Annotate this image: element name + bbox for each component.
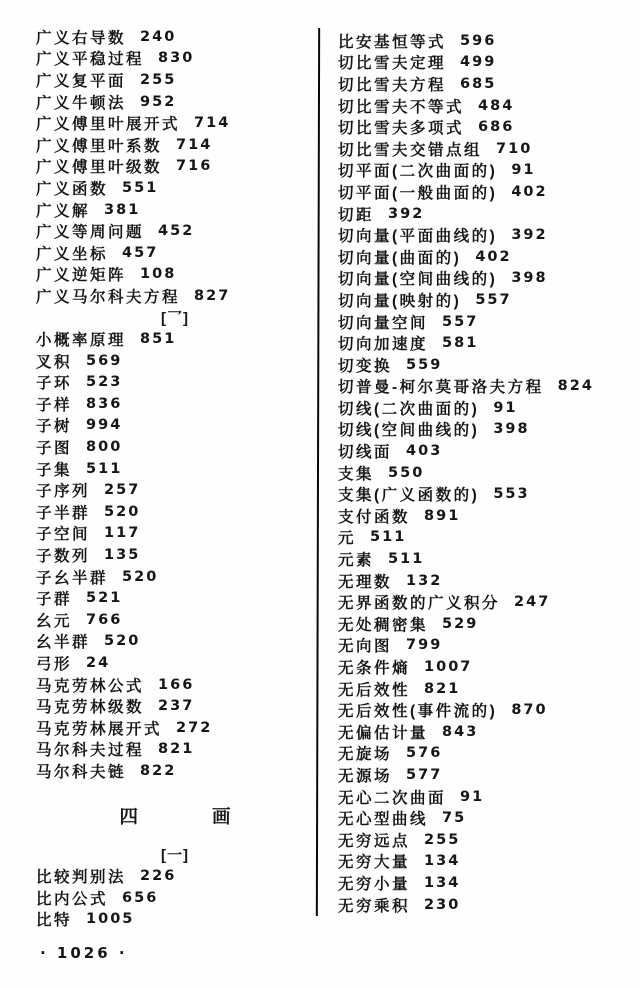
entry-term: 切距 [338,206,375,224]
index-entry [338,203,632,225]
entry-page-number: 714 [194,115,231,132]
entry-page-number: 843 [442,723,479,740]
entry-term: 子图 [36,440,73,458]
entry-page-number: 402 [511,183,548,200]
entry-term: 切比雪夫方程 [338,76,447,94]
entry-term: 切向量(平面曲线的) [338,228,498,246]
entry-page-number: 656 [122,889,159,906]
entry-term: 切变换 [338,357,393,375]
entry-term: 无源场 [338,767,393,785]
index-entry [36,350,314,372]
entry-term: 切向量空间 [338,314,429,332]
index-entry [338,419,632,441]
entry-term: 马尔科夫过程 [36,742,145,760]
entry-page-number: 452 [158,223,195,240]
index-entry [338,116,632,138]
entry-page-number: 891 [424,507,461,524]
index-entry [338,440,632,462]
entry-page-number: 134 [424,874,461,891]
index-entry [338,224,632,246]
index-entry [36,285,314,307]
entry-term: 切普曼-柯尔莫哥洛夫方程 [338,379,544,397]
entry-term: 切向量(曲面的) [338,249,462,267]
stroke-group-header: [一] [161,847,189,865]
entry-term: 无穷远点 [338,832,411,850]
entry-term: 无穷乘积 [338,897,411,915]
entry-page-number: 255 [140,71,177,88]
entry-page-number: 952 [140,93,177,110]
entry-page-number: 557 [475,291,512,308]
index-entry [36,328,314,350]
entry-page-number: 117 [104,525,141,542]
entry-page-number: 821 [424,680,461,697]
entry-term: 幺半群 [36,634,91,652]
index-entry [338,743,632,765]
entry-page-number: 511 [370,529,407,546]
entry-term: 广义平稳过程 [36,51,145,69]
index-entry [338,678,632,700]
index-entry [338,894,632,916]
index-entry [36,652,314,674]
entry-page-number: 1005 [86,911,135,928]
entry-term: 切比雪夫定理 [338,55,447,73]
stroke-group-header: [乛] [161,310,189,328]
index-entry [36,631,314,653]
index-entry [36,264,314,286]
entry-term: 切比雪夫不等式 [338,98,465,116]
index-entry [338,52,632,74]
index-entry [36,372,314,394]
index-entry [338,354,632,376]
index-entry [338,311,632,333]
entry-term: 广义坐标 [36,245,109,263]
entry-page-number: 91 [511,162,536,179]
index-entry [36,69,314,91]
entry-term: 无穷大量 [338,854,411,872]
index-entry [36,220,314,242]
index-entry [36,199,314,221]
entry-term: 比安基恒等式 [338,33,447,51]
entry-page-number: 800 [86,439,123,456]
entry-page-number: 511 [86,460,123,477]
entry-page-number: 836 [86,395,123,412]
entry-term: 广义等周问题 [36,224,145,242]
entry-term: 切平面(二次曲面的) [338,163,498,181]
index-entry [36,739,314,761]
entry-page-number: 581 [442,335,479,352]
index-entry [36,566,314,588]
index-entry [338,160,632,182]
entry-term: 广义逆矩阵 [36,267,127,285]
entry-page-number: 520 [104,633,141,650]
entry-term: 切线(空间曲线的) [338,422,480,440]
entry-page-number: 135 [104,547,141,564]
index-entry [36,458,314,480]
entry-term: 广义傅里叶展开式 [36,116,181,134]
entry-term: 切向量(空间曲线的) [338,271,498,289]
entry-page-number: 870 [511,702,548,719]
entry-term: 子环 [36,375,73,393]
entry-page-number: 134 [424,853,461,870]
index-entry [338,613,632,635]
entry-term: 子样 [36,396,73,414]
entry-term: 广义马尔科夫方程 [36,288,181,306]
index-entry [338,851,632,873]
entry-page-number: 830 [158,50,195,67]
index-entry [36,760,314,782]
entry-term: 小概率原理 [36,332,127,350]
entry-page-number: 710 [496,140,533,157]
index-entry [36,587,314,609]
index-entry [338,786,632,808]
entry-term: 广义牛顿法 [36,94,127,112]
entry-page-number: 484 [478,97,515,114]
entry-page-number: 247 [514,594,551,611]
index-entry [338,505,632,527]
entry-page-number: 91 [493,399,518,416]
entry-term: 幺元 [36,612,73,630]
entry-term: 无心二次曲面 [338,789,447,807]
index-entry [36,479,314,501]
index-entry [338,721,632,743]
index-entry [338,268,632,290]
entry-term: 子幺半群 [36,569,109,587]
entry-page-number: 520 [122,568,159,585]
index-entry [36,436,314,458]
index-entry [338,656,632,678]
entry-term: 支付函数 [338,508,411,526]
index-entry [36,48,314,70]
entry-term: 广义函数 [36,180,109,198]
entry-page-number: 596 [460,32,497,49]
entry-page-number: 827 [194,287,231,304]
entry-term: 无偏估计量 [338,724,429,742]
index-entry [338,95,632,117]
index-entry [338,332,632,354]
index-entry [338,73,632,95]
entry-term: 切向加速度 [338,336,429,354]
index-entry [338,30,632,52]
entry-page-number: 402 [475,248,512,265]
entry-term: 无穷小量 [338,875,411,893]
index-entry [338,246,632,268]
index-entry [36,887,314,909]
entry-term: 比特 [36,912,73,930]
index-entry [338,807,632,829]
entry-term: 支集 [338,465,375,483]
entry-page-number: 576 [406,745,443,762]
entry-page-number: 821 [158,741,195,758]
index-entry [36,695,314,717]
entry-page-number: 272 [176,719,213,736]
index-entry [36,674,314,696]
entry-term: 子空间 [36,526,91,544]
index-entry [36,717,314,739]
entry-page-number: 685 [460,75,497,92]
entry-term: 马克劳林展开式 [36,720,163,738]
index-entry [338,872,632,894]
entry-term: 广义解 [36,202,91,220]
entry-page-number: 240 [140,28,177,45]
column-divider-rule [316,28,320,916]
index-entry [36,909,314,931]
entry-page-number: 551 [122,179,159,196]
index-entry [36,242,314,264]
index-entry [338,138,632,160]
entry-page-number: 523 [86,374,123,391]
entry-page-number: 381 [104,201,141,218]
entry-page-number: 569 [86,352,123,369]
entry-page-number: 994 [86,417,123,434]
entry-page-number: 403 [406,443,443,460]
index-entry [36,26,314,48]
page-number-footer: · 1026 · [40,944,128,962]
stroke-count-section-header [36,802,314,830]
entry-term: 广义复平面 [36,72,127,90]
entry-page-number: 716 [176,158,213,175]
entry-page-number: 577 [406,766,443,783]
entry-page-number: 822 [140,762,177,779]
entry-page-number: 714 [176,136,213,153]
entry-page-number: 237 [158,698,195,715]
entry-page-number: 257 [104,482,141,499]
index-entry [338,289,632,311]
entry-term: 无理数 [338,573,393,591]
entry-page-number: 24 [86,655,111,672]
entry-term: 弓形 [36,656,73,674]
entry-term: 广义傅里叶级数 [36,159,163,177]
entry-term: 无处稠密集 [338,616,429,634]
index-entry [338,181,632,203]
index-entry [36,134,314,156]
entry-term: 广义右导数 [36,29,127,47]
index-entry [36,523,314,545]
index-entry [36,112,314,134]
index-entry [338,527,632,549]
entry-term: 子数列 [36,548,91,566]
index-entry [338,548,632,570]
entry-page-number: 529 [442,615,479,632]
entry-page-number: 230 [424,896,461,913]
entry-term: 叉积 [36,353,73,371]
index-entry [36,415,314,437]
entry-page-number: 166 [158,676,195,693]
entry-term: 元素 [338,552,375,570]
entry-page-number: 108 [140,266,177,283]
entry-page-number: 557 [442,313,479,330]
entry-term: 马尔科夫链 [36,763,127,781]
entry-page-number: 398 [511,270,548,287]
section-header-character: 四 [119,805,138,827]
spacer [36,782,314,802]
index-entry [36,501,314,523]
index-entry [338,591,632,613]
entry-page-number: 499 [460,54,497,71]
entry-term: 子树 [36,418,73,436]
index-entry [36,544,314,566]
entry-page-number: 398 [493,421,530,438]
entry-page-number: 521 [86,590,123,607]
index-entry [338,764,632,786]
entry-page-number: 766 [86,611,123,628]
entry-page-number: 550 [388,464,425,481]
index-entry [36,865,314,887]
index-entry [338,570,632,592]
entry-term: 切平面(一般曲面的) [338,184,498,202]
entry-term: 无旋场 [338,746,393,764]
index-entry [338,635,632,657]
entry-term: 广义傅里叶系数 [36,137,163,155]
index-entry [36,91,314,113]
entry-term: 切比雪夫多项式 [338,120,465,138]
entry-term: 无后效性(事件流的) [338,703,498,721]
section-header-character: 画 [212,805,231,827]
entry-term: 子半群 [36,504,91,522]
index-entry [36,393,314,415]
index-entry [338,376,632,398]
entry-page-number: 824 [557,378,594,395]
entry-page-number: 457 [122,244,159,261]
index-entry [36,609,314,631]
entry-page-number: 255 [424,831,461,848]
entry-term: 切比雪夫交错点组 [338,141,483,159]
entry-page-number: 520 [104,503,141,520]
index-entry [338,829,632,851]
index-entry [338,397,632,419]
entry-page-number: 392 [511,227,548,244]
entry-page-number: 132 [406,572,443,589]
entry-term: 子群 [36,591,73,609]
entry-page-number: 686 [478,119,515,136]
entry-page-number: 1007 [424,659,473,676]
entry-term: 马克劳林级数 [36,699,145,717]
entry-term: 支集(广义函数的) [338,487,480,505]
index-column-left [36,26,314,930]
entry-page-number: 553 [493,486,530,503]
entry-term: 切向量(映射的) [338,292,462,310]
entry-page-number: 851 [140,331,177,348]
index-entry [36,156,314,178]
index-entry [338,462,632,484]
entry-term: 无向图 [338,638,393,656]
entry-term: 比内公式 [36,890,109,908]
index-entry [338,483,632,505]
entry-page-number: 511 [388,551,425,568]
entry-term: 比较判别法 [36,869,127,887]
index-entry [36,177,314,199]
entry-term: 无后效性 [338,681,411,699]
entry-page-number: 799 [406,637,443,654]
entry-term: 无条件熵 [338,660,411,678]
entry-term: 无界函数的广义积分 [338,595,501,613]
index-entry [338,699,632,721]
entry-page-number: 91 [460,788,485,805]
entry-term: 子集 [36,461,73,479]
entry-term: 无心型曲线 [338,811,429,829]
entry-page-number: 75 [442,810,467,827]
entry-page-number: 226 [140,868,177,885]
spacer [36,830,314,844]
entry-term: 马克劳林公式 [36,677,145,695]
entry-page-number: 392 [388,205,425,222]
entry-term: 元 [338,530,357,548]
entry-term: 切线面 [338,444,393,462]
index-column-right [338,30,632,915]
entry-term: 切线(二次曲面的) [338,400,480,418]
entry-page-number: 559 [406,356,443,373]
entry-term: 子序列 [36,483,91,501]
